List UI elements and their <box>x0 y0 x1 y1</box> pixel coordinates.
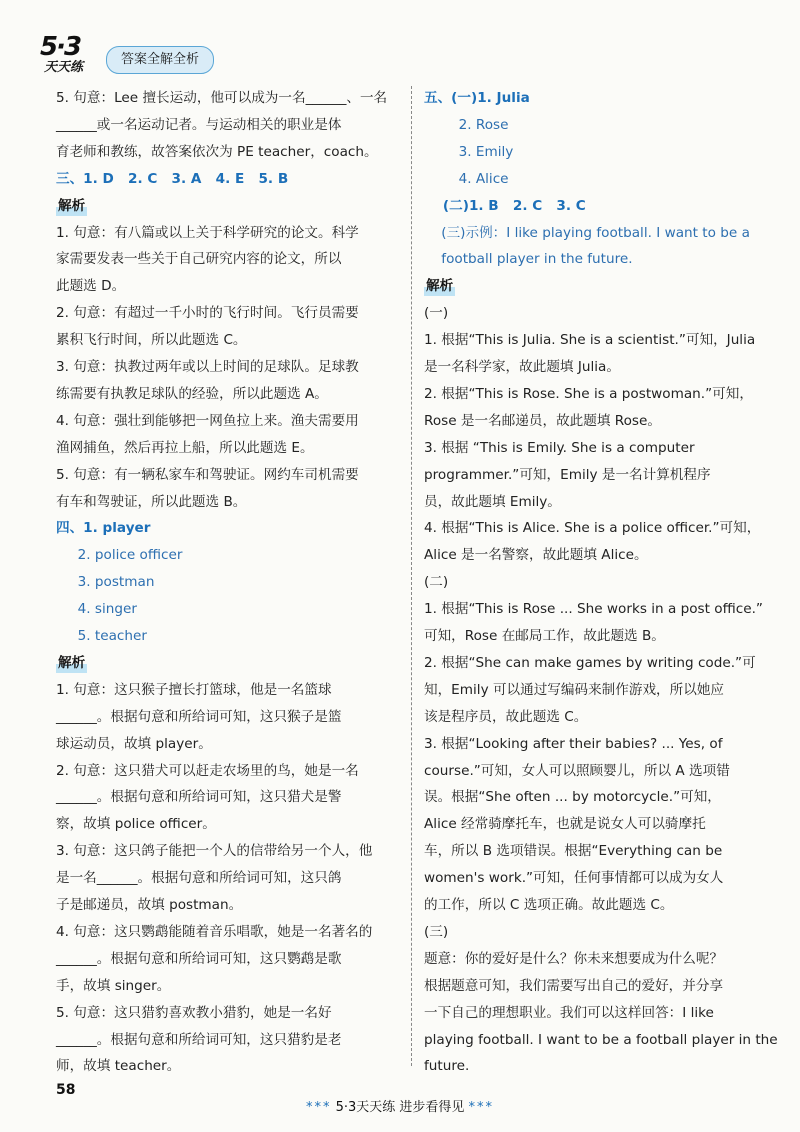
left-line: 察，故填 police officer。 <box>56 816 216 833</box>
logo-top-text: 5·3 <box>40 32 81 62</box>
left-line: 子是邮递员，故填 postman。 <box>56 897 243 913</box>
left-line: ______。根据句意和所给词可知，这只猎豹是老 <box>56 1031 342 1048</box>
footer-slogan: 5·3天天练 进步看得见 <box>335 1100 465 1115</box>
right-line: (二) <box>424 574 449 591</box>
left-line: 渔网捕鱼，然后再拉上船，所以此题选 E。 <box>56 439 314 456</box>
left-line: 3. 句意：执教过两年或以上时间的足球队。足球教 <box>56 359 359 375</box>
footer-stars-left: *** <box>305 1100 332 1115</box>
page-header <box>40 26 340 86</box>
left-line: 有车和驾驶证，所以此题选 B。 <box>56 493 247 510</box>
analysis-heading: 解析 <box>426 278 454 295</box>
left-line: 1. 句意：这只猴子擅长打篮球，他是一名篮球 <box>56 681 332 698</box>
right-line: football player in the future. <box>424 251 633 268</box>
right-line: (三)示例：I like playing football. I want to be a <box>424 224 750 241</box>
left-line: 5. 句意：Lee 擅长运动，他可以成为一名______、一名 <box>56 90 388 106</box>
right-line: 题意：你的爱好是什么？你未来想要成为什么呢？ <box>424 950 724 967</box>
right-line: women's work.”可知，任何事情都可以成为女人 <box>424 870 724 887</box>
right-line: programmer.”可知，Emily 是一名计算机程序 <box>424 466 711 483</box>
page-number: 58 <box>56 1082 76 1098</box>
right-line: 2. 根据“This is Rose. She is a postwoman.”可知， <box>424 385 753 402</box>
right-line: 五、(一)1. Julia <box>424 90 530 106</box>
left-line: ______。根据句意和所给词可知，这只鹦鹉是歌 <box>56 950 342 967</box>
right-line: 2. Rose <box>424 116 509 133</box>
left-line: 师，故填 teacher。 <box>56 1058 181 1075</box>
left-line: 球运动员，故填 player。 <box>56 735 212 752</box>
right-line: 1. 根据“This is Rose ... She works in a post office.” <box>424 601 763 618</box>
page-footer <box>0 1096 800 1115</box>
left-line: 四、1. player <box>56 520 151 537</box>
logo-bottom-text: 天天练 <box>44 60 84 75</box>
right-line: 一下自己的理想职业。我们可以这样回答：I like <box>424 1004 714 1021</box>
column-divider <box>411 86 412 1066</box>
brand-logo <box>40 34 104 82</box>
left-line: 此题选 D。 <box>56 278 126 295</box>
left-line: 三、1. D 2. C 3. A 4. E 5. B <box>56 170 289 187</box>
left-line: 4. 句意：强壮到能够把一网鱼拉上来。渔夫需要用 <box>56 412 359 429</box>
right-line: 知，Emily 可以通过写编码来制作游戏，所以她应 <box>424 681 725 698</box>
left-line: 2. 句意：有超过一千小时的飞行时间。飞行员需要 <box>56 305 359 322</box>
left-line: ______。根据句意和所给词可知，这只猴子是篮 <box>56 708 342 725</box>
right-line: 是一名科学家，故此题填 Julia。 <box>424 359 620 375</box>
right-line: 可知，Rose 在邮局工作，故此题选 B。 <box>424 628 665 644</box>
left-line: 累积飞行时间，所以此题选 C。 <box>56 332 247 349</box>
left-line: 育老师和教练，故答案依次为 PE teacher，coach。 <box>56 143 378 160</box>
right-line: playing football. I want to be a football player in the <box>424 1031 778 1048</box>
right-line <box>424 276 455 296</box>
right-line: 员，故此题填 Emily。 <box>424 493 561 510</box>
right-line: 3. Emily <box>424 143 514 160</box>
left-line <box>56 653 87 673</box>
right-line: 车，所以 B 选项错误。根据“Everything can be <box>424 843 723 860</box>
left-line: 5. teacher <box>56 628 147 644</box>
right-line: 1. 根据“This is Julia. She is a scientist.”可知，Julia <box>424 332 756 349</box>
right-line: (三) <box>424 923 449 940</box>
right-line: 根据题意可知，我们需要写出自己的爱好，并分享 <box>424 977 724 994</box>
right-line: 的工作，所以 C 选项正确。故此题选 C。 <box>424 897 674 913</box>
analysis-heading: 解析 <box>58 197 86 214</box>
left-line: 2. police officer <box>56 547 183 564</box>
right-line: Alice 经常骑摩托车，也就是说女人可以骑摩托 <box>424 816 706 833</box>
analysis-heading: 解析 <box>58 654 86 671</box>
left-line: 手，故填 singer。 <box>56 977 171 994</box>
left-line: 3. postman <box>56 574 155 591</box>
right-line: (二)1. B 2. C 3. C <box>424 197 586 214</box>
left-line <box>56 196 87 216</box>
left-line: 是一名______。根据句意和所给词可知，这只鸽 <box>56 870 342 887</box>
right-line: Rose 是一名邮递员，故此题填 Rose。 <box>424 412 661 429</box>
left-line: ______或一名运动记者。与运动相关的职业是体 <box>56 116 342 133</box>
right-line: 4. Alice <box>424 170 509 187</box>
left-line: 2. 句意：这只猎犬可以赶走农场里的鸟，她是一名 <box>56 762 359 779</box>
answer-badge: 答案全解全析 <box>106 46 214 74</box>
left-line: 家需要发表一些关于自己研究内容的论文，所以 <box>56 251 342 268</box>
footer-stars-right: *** <box>468 1100 495 1115</box>
right-line: Alice 是一名警察，故此题填 Alice。 <box>424 547 648 564</box>
right-line: 3. 根据“Looking after their babies? ... Yes, of <box>424 735 723 752</box>
left-line: 5. 句意：这只猎豹喜欢教小猎豹，她是一名好 <box>56 1004 332 1021</box>
left-line: 3. 句意：这只鸽子能把一个人的信带给另一个人，他 <box>56 843 373 860</box>
left-line: 4. singer <box>56 601 137 618</box>
right-line: 误。根据“She often ... by motorcycle.”可知， <box>424 789 721 806</box>
left-line: 5. 句意：有一辆私家车和驾驶证。网约车司机需要 <box>56 466 359 483</box>
right-line: future. <box>424 1058 470 1075</box>
right-line: 该是程序员，故此题选 C。 <box>424 708 588 725</box>
right-line: 4. 根据“This is Alice. She is a police officer.”可知， <box>424 520 761 537</box>
right-line: course.”可知，女人可以照顾婴儿，所以 A 选项错 <box>424 762 730 779</box>
right-line: 3. 根据 “This is Emily. She is a computer <box>424 439 695 456</box>
left-line: ______。根据句意和所给词可知，这只猎犬是警 <box>56 789 342 806</box>
right-line: 2. 根据“She can make games by writing code.”可 <box>424 654 756 671</box>
left-line: 练需要有执教足球队的经验，所以此题选 A。 <box>56 385 328 402</box>
left-line: 1. 句意：有八篇或以上关于科学研究的论文。科学 <box>56 224 359 241</box>
right-line: (一) <box>424 305 449 322</box>
left-line: 4. 句意：这只鹦鹉能随着音乐唱歌，她是一名著名的 <box>56 923 373 940</box>
